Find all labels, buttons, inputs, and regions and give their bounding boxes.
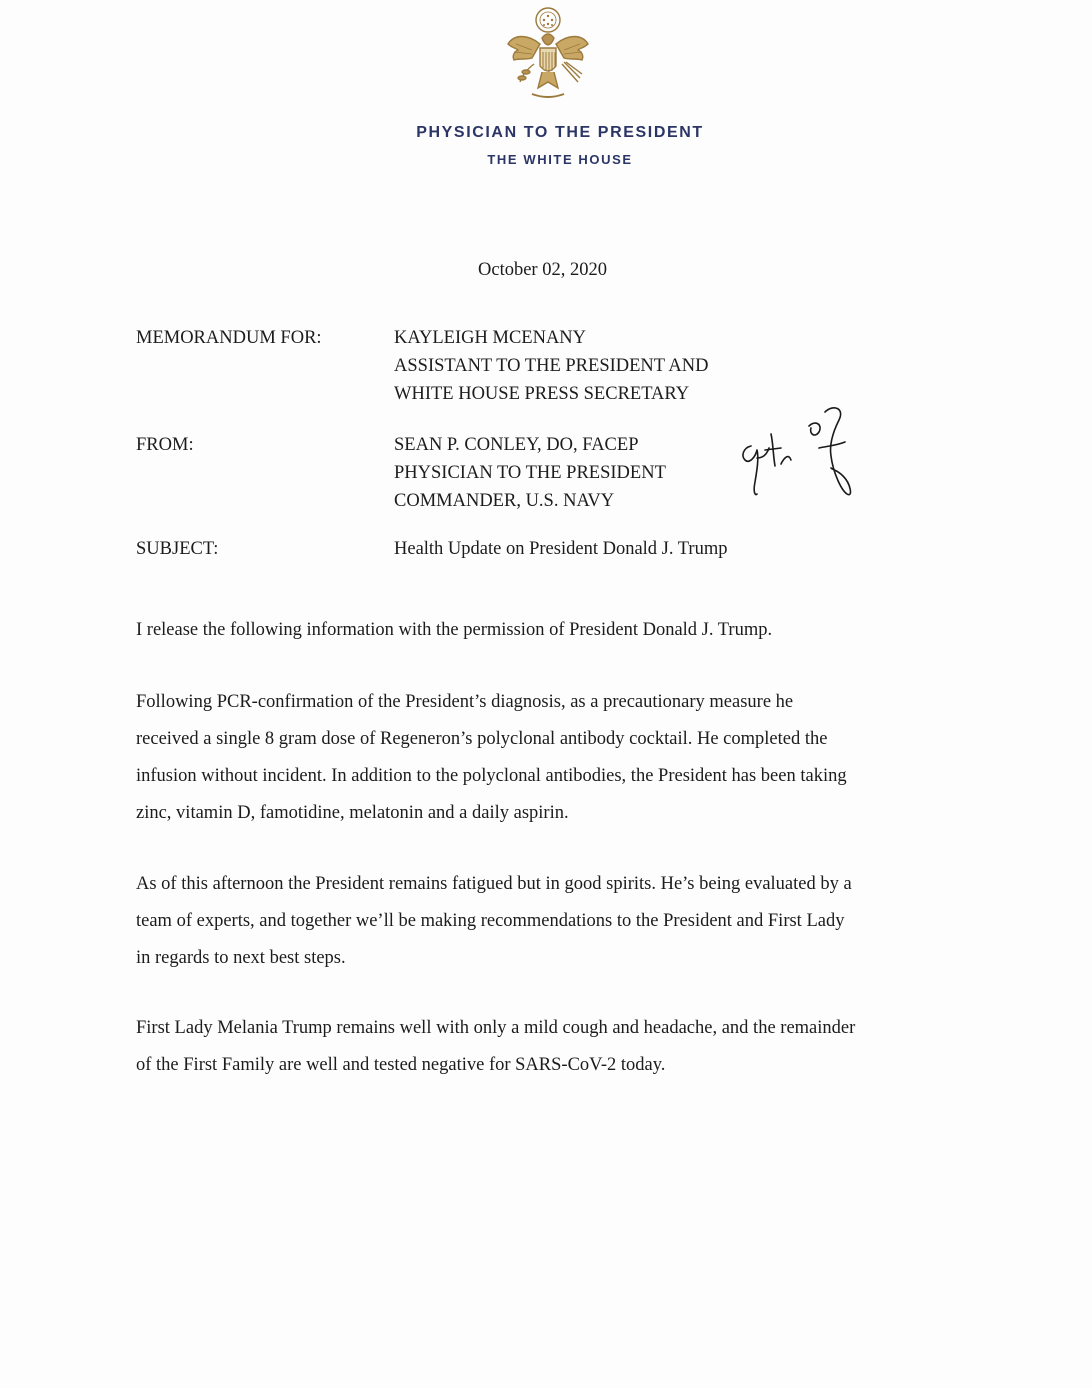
recipient-line: KAYLEIGH MCENANY (394, 328, 587, 348)
handwritten-signature-icon (735, 398, 875, 510)
body-paragraph (136, 866, 976, 977)
paragraph-line: As of this afternoon the President remains fatigued but in good spirits. He’s being evaluated by a (136, 874, 852, 894)
sender-line: COMMANDER, U.S. NAVY (394, 491, 615, 511)
paragraph-line: Following PCR-confirmation of the President’s diagnosis, as a precautionary measure he (136, 692, 794, 712)
sender-line: SEAN P. CONLEY, DO, FACEP (394, 435, 639, 455)
paragraph-line: First Lady Melania Trump remains well with only a mild cough and headache, and the remainder (136, 1018, 856, 1038)
paragraph-line: I release the following information with the permission of President Donald J. Trump. (136, 620, 773, 640)
paragraph-line: received a single 8 gram dose of Regeneron’s polyclonal antibody cocktail. He completed the (136, 729, 828, 749)
paragraph-line: in regards to next best steps. (136, 948, 346, 968)
letterhead-title: PHYSICIAN TO THE PRESIDENT (416, 124, 704, 141)
memo-from-label: FROM: (136, 435, 194, 455)
sender-line: PHYSICIAN TO THE PRESIDENT (394, 463, 666, 483)
memo-from-sender (394, 431, 666, 515)
great-seal-icon (502, 4, 594, 104)
recipient-line: WHITE HOUSE PRESS SECRETARY (394, 384, 690, 404)
memo-for-recipient (394, 324, 708, 408)
body-paragraph (136, 612, 976, 649)
letterhead-subtitle: THE WHITE HOUSE (487, 152, 633, 167)
recipient-line: ASSISTANT TO THE PRESIDENT AND (394, 356, 709, 376)
paragraph-line: of the First Family are well and tested negative for SARS-CoV-2 today. (136, 1055, 666, 1075)
memo-subject: Health Update on President Donald J. Trump (394, 539, 728, 559)
body-paragraph (136, 1010, 976, 1084)
paragraph-line: zinc, vitamin D, famotidine, melatonin and a daily aspirin. (136, 803, 569, 823)
memo-for-label: MEMORANDUM FOR: (136, 328, 322, 348)
memo-date: October 02, 2020 (478, 260, 607, 280)
body-paragraph (136, 684, 976, 832)
paragraph-line: team of experts, and together we’ll be making recommendations to the President and First Lady (136, 911, 845, 931)
paragraph-line: infusion without incident. In addition to the polyclonal antibodies, the President has been taking (136, 766, 847, 786)
memo-subject-label: SUBJECT: (136, 539, 219, 559)
